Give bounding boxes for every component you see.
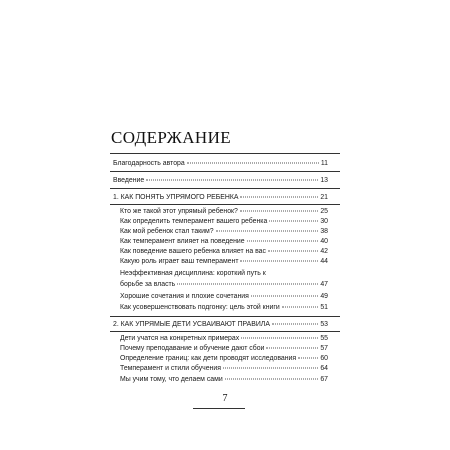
toc-entry[interactable] <box>120 207 328 216</box>
toc-entry[interactable] <box>120 292 328 301</box>
toc-entry-page: 57 <box>320 345 328 352</box>
toc-entry-page: 38 <box>320 228 328 235</box>
toc-entry-label: Кто же такой этот упрямый ребенок? <box>120 208 238 215</box>
toc-chapter[interactable] <box>113 193 328 202</box>
divider <box>110 204 340 205</box>
divider <box>110 153 340 154</box>
toc-entry-label: Введение <box>113 177 145 184</box>
toc-entry-page: 64 <box>320 365 328 372</box>
dot-leader <box>272 324 318 325</box>
toc-entry-label: Как темперамент влияет на поведение <box>120 238 245 245</box>
toc-entry-label: Как определить темперамент вашего ребенка <box>120 218 268 225</box>
toc-entry-label: 2. КАК УПРЯМЫЕ ДЕТИ УСВАИВАЮТ ПРАВИЛА <box>113 321 270 328</box>
dot-leader <box>240 197 318 198</box>
toc-entry[interactable] <box>120 237 328 246</box>
toc-entry[interactable] <box>113 176 328 185</box>
toc-entry-page: 60 <box>320 355 328 362</box>
toc-title: СОДЕРЖАНИЕ <box>111 128 232 147</box>
footer-divider <box>193 408 245 409</box>
toc-entry[interactable] <box>113 159 328 168</box>
dot-leader <box>146 180 318 181</box>
dot-leader <box>223 368 318 369</box>
toc-entry[interactable] <box>120 217 328 226</box>
dot-leader <box>298 358 318 359</box>
dot-leader <box>269 221 318 222</box>
divider <box>110 316 340 317</box>
toc-entry-page: 55 <box>320 335 328 342</box>
dot-leader <box>177 284 318 285</box>
dot-leader <box>240 211 318 212</box>
page-number: 7 <box>222 393 228 404</box>
toc-entry[interactable] <box>120 375 328 384</box>
toc-entry-label: Как мой ребенок стал таким? <box>120 228 214 235</box>
toc-entry-page: 13 <box>320 177 328 184</box>
dot-leader <box>266 348 318 349</box>
toc-entry-page: 21 <box>320 194 328 201</box>
toc-entry-label: Какую роль играет ваш темперамент <box>120 258 239 265</box>
toc-entry-label: Хорошие сочетания и плохие сочетания <box>120 293 249 300</box>
dot-leader <box>187 163 319 164</box>
toc-entry-label: 1. КАК ПОНЯТЬ УПРЯМОГО РЕБЕНКА <box>113 194 239 201</box>
toc-entry[interactable] <box>120 354 328 363</box>
toc-entry[interactable] <box>120 364 328 373</box>
divider <box>110 331 340 332</box>
dot-leader <box>247 241 319 242</box>
dot-leader <box>240 261 318 262</box>
toc-entry-page: 67 <box>320 376 328 383</box>
toc-entry-label: борьбе за власть <box>120 281 176 288</box>
toc-entry-page: 42 <box>320 248 328 255</box>
toc-entry-label: Как усовершенствовать подгонку: цель этой книги <box>120 304 280 311</box>
toc-entry-page: 25 <box>320 208 328 215</box>
toc-entry[interactable] <box>120 334 328 343</box>
toc-entry[interactable] <box>120 257 328 266</box>
dot-leader <box>241 338 318 339</box>
toc-entry[interactable] <box>120 344 328 353</box>
toc-entry[interactable] <box>120 280 328 289</box>
toc-entry-page: 51 <box>320 304 328 311</box>
toc-entry[interactable] <box>120 247 328 256</box>
toc-entry[interactable] <box>120 227 328 236</box>
toc-entry-label: Темперамент и стили обучения <box>120 365 221 372</box>
toc-entry-page: 30 <box>320 218 328 225</box>
toc-chapter[interactable] <box>113 320 328 329</box>
dot-leader <box>225 379 319 380</box>
toc-entry-label: Как поведение вашего ребенка влияет на вас <box>120 248 266 255</box>
divider <box>110 188 340 189</box>
toc-entry-page: 53 <box>320 321 328 328</box>
dot-leader <box>216 231 319 232</box>
toc-entry-label: Дети учатся на конкретных примерах <box>120 335 240 342</box>
toc-entry[interactable] <box>120 303 328 312</box>
toc-entry-page: 44 <box>320 258 328 265</box>
dot-leader <box>268 251 318 252</box>
dot-leader <box>282 307 319 308</box>
toc-entry-page: 40 <box>320 238 328 245</box>
toc-entry-label: Мы учим тому, что делаем сами <box>120 376 223 383</box>
toc-entry-label[interactable]: Неэффективная дисциплина: короткий путь к <box>120 270 266 277</box>
toc-entry-page: 47 <box>320 281 328 288</box>
dot-leader <box>251 296 318 297</box>
toc-entry-label: Благодарность автора <box>113 160 185 167</box>
toc-entry-page: 49 <box>320 293 328 300</box>
toc-entry-label: Определение границ: как дети проводят исследования <box>120 355 297 362</box>
toc-entry-page: 11 <box>320 160 328 167</box>
toc-entry-label: Почему преподавание и обучение дают сбои <box>120 345 265 352</box>
divider <box>110 171 340 172</box>
